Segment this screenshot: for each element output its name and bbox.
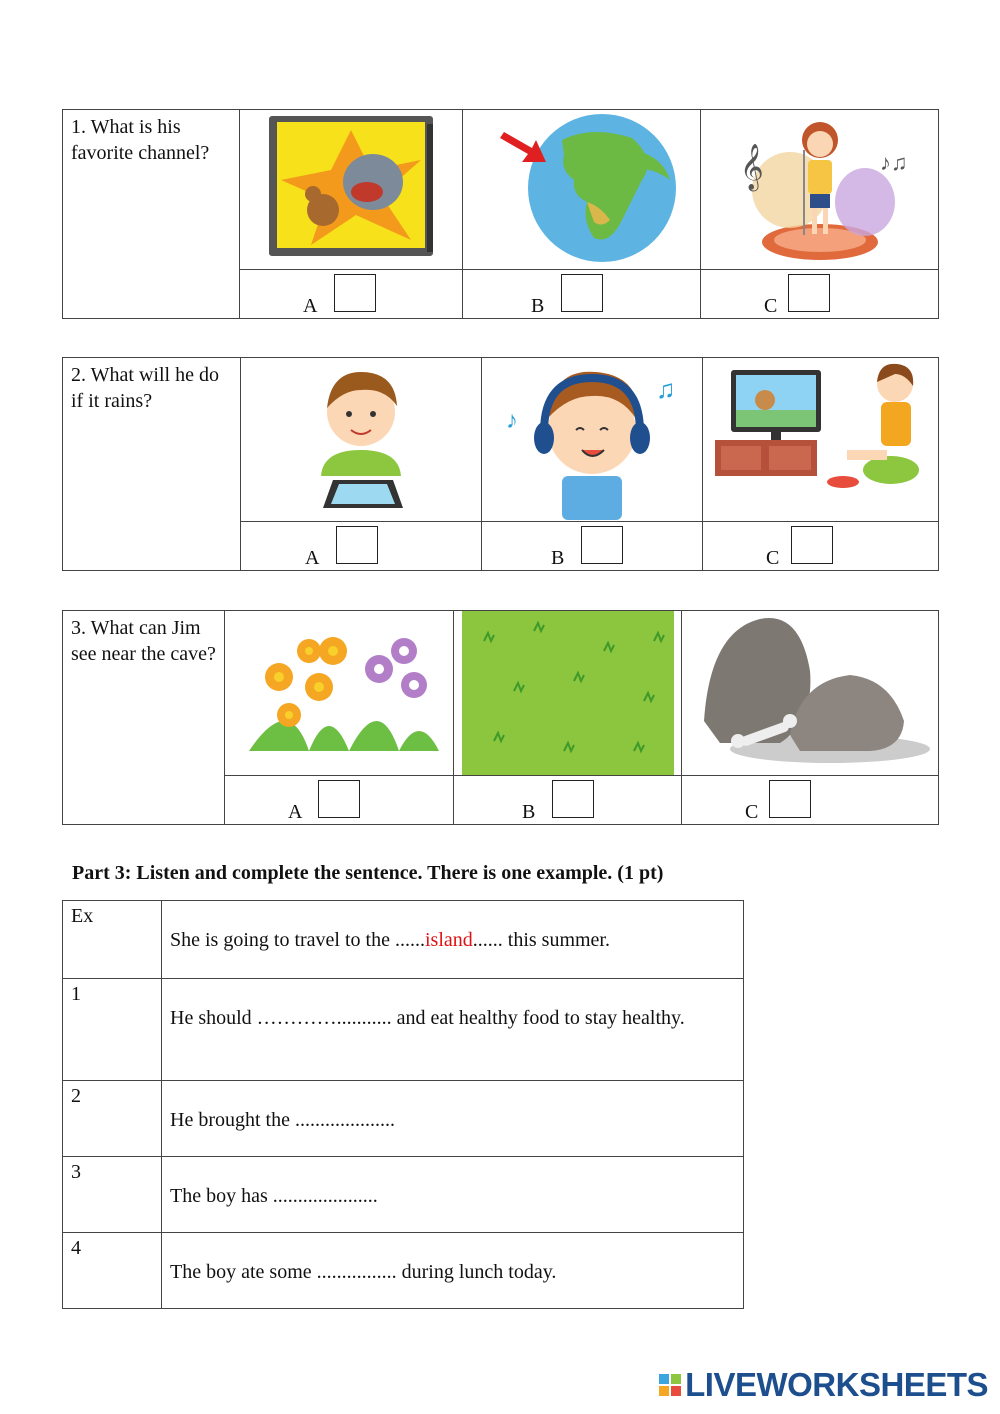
question-2-option-c xyxy=(703,522,939,571)
question-1-text: 1. What is his favorite channel? xyxy=(63,110,240,319)
answer-checkbox-3c[interactable] xyxy=(769,780,811,818)
boy-watching-tv-icon xyxy=(711,358,931,516)
row-number: 3 xyxy=(63,1157,162,1233)
answer-checkbox-3b[interactable] xyxy=(552,780,594,818)
answer-checkbox-2b[interactable] xyxy=(581,526,623,564)
table-row xyxy=(63,1157,744,1233)
globe-icon xyxy=(482,110,682,262)
logo-text: LIVEWORKSHEETS xyxy=(685,1366,988,1403)
option-letter: B xyxy=(522,801,536,823)
option-letter: B xyxy=(551,547,565,569)
grass-icon xyxy=(454,611,682,775)
boy-tablet-icon xyxy=(261,358,461,516)
part-3-table xyxy=(62,900,744,1309)
option-letter: C xyxy=(745,801,759,823)
answer-checkbox-1a[interactable] xyxy=(334,274,376,312)
option-letter: A xyxy=(305,547,320,569)
question-2-option-a xyxy=(241,522,482,571)
example-sentence xyxy=(162,901,744,979)
option-letter: C xyxy=(766,547,780,569)
logo-tiles-icon xyxy=(659,1374,681,1396)
rocks-bone-icon xyxy=(690,611,930,771)
sentence-end: ...... this summer. xyxy=(472,929,610,951)
table-row xyxy=(63,901,744,979)
boy-headphones-icon xyxy=(492,358,692,520)
row-number: 2 xyxy=(63,1081,162,1157)
question-1-table xyxy=(62,109,939,319)
sentence-blank-1[interactable]: He should …………........... and eat healthy food to stay healthy. xyxy=(162,979,744,1081)
table-row xyxy=(63,1081,744,1157)
table-row xyxy=(63,979,744,1081)
cartoon-tv-icon xyxy=(261,110,441,262)
table-row xyxy=(63,1233,744,1309)
question-3-option-b xyxy=(454,776,682,825)
singing-girl-icon xyxy=(720,110,920,266)
sentence-blank-3[interactable]: The boy has ..................... xyxy=(162,1157,744,1233)
question-1-option-a xyxy=(240,270,463,319)
question-1-image-b xyxy=(463,110,701,270)
sentence-blank-4[interactable]: The boy ate some ................ during lunch today. xyxy=(162,1233,744,1309)
answer-checkbox-1c[interactable] xyxy=(788,274,830,312)
question-2-image-c xyxy=(703,358,939,522)
question-3-option-a xyxy=(225,776,454,825)
question-3-table xyxy=(62,610,939,825)
question-3-text: 3. What can Jim see near the cave? xyxy=(63,611,225,825)
row-number: 4 xyxy=(63,1233,162,1309)
flowers-icon xyxy=(229,611,449,771)
row-number: Ex xyxy=(63,901,162,979)
question-3-option-c xyxy=(682,776,939,825)
question-1-option-c xyxy=(701,270,939,319)
liveworksheets-logo xyxy=(659,1366,988,1404)
part-3-title: Part 3: Listen and complete the sentence. There is one example. (1 pt) xyxy=(72,862,664,884)
question-3-image-a xyxy=(225,611,454,776)
option-letter: A xyxy=(303,295,318,317)
svg-text:♪: ♪ xyxy=(506,408,518,434)
question-1-option-b xyxy=(463,270,701,319)
question-1-image-a xyxy=(240,110,463,270)
row-number: 1 xyxy=(63,979,162,1081)
svg-text:♪♫: ♪♫ xyxy=(879,150,907,175)
answer-checkbox-1b[interactable] xyxy=(561,274,603,312)
answer-checkbox-3a[interactable] xyxy=(318,780,360,818)
question-2-image-b xyxy=(482,358,703,522)
option-letter: C xyxy=(764,295,778,317)
svg-text:𝄞: 𝄞 xyxy=(739,144,764,189)
question-2-table xyxy=(62,357,939,571)
sentence-blank-2[interactable]: He brought the .................... xyxy=(162,1081,744,1157)
question-2-image-a xyxy=(241,358,482,522)
svg-text:♫: ♫ xyxy=(656,375,676,404)
question-2-text: 2. What will he do if it rains? xyxy=(63,358,241,571)
question-3-image-c xyxy=(682,611,939,776)
answer-checkbox-2c[interactable] xyxy=(791,526,833,564)
question-1-image-c xyxy=(701,110,939,270)
sentence-start: She is going to travel to the ...... xyxy=(170,929,425,951)
option-letter: A xyxy=(288,801,303,823)
question-2-option-b xyxy=(482,522,703,571)
example-answer: island xyxy=(424,929,473,951)
option-letter: B xyxy=(531,295,545,317)
answer-checkbox-2a[interactable] xyxy=(336,526,378,564)
question-3-image-b xyxy=(454,611,682,776)
